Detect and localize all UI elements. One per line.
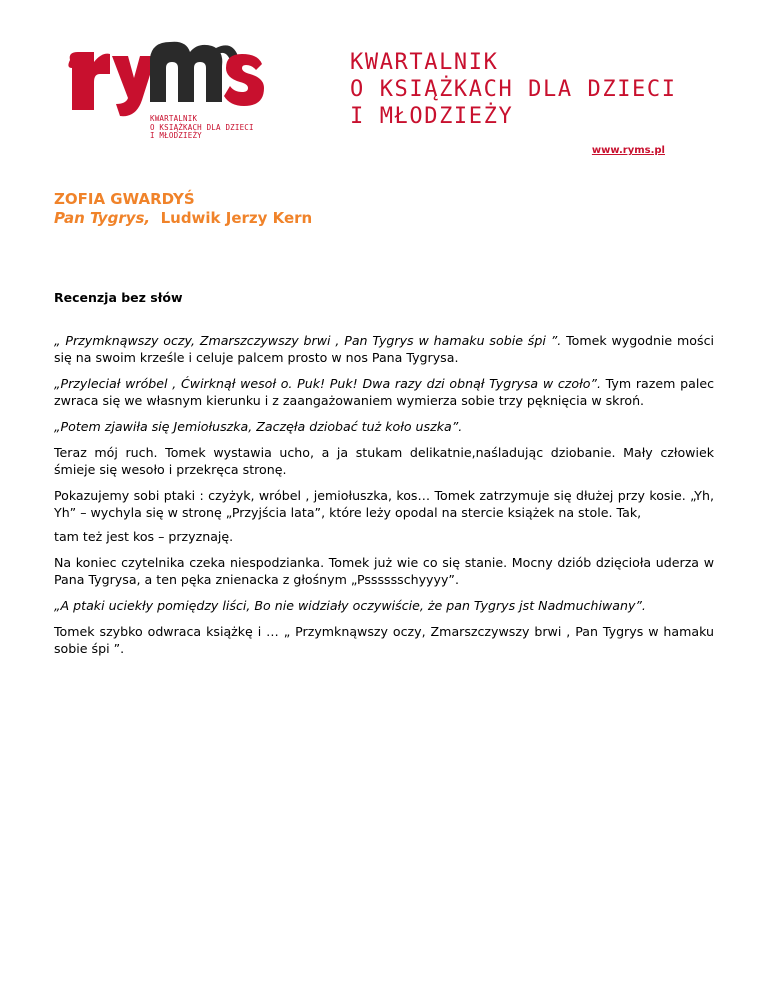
book-info bbox=[54, 209, 312, 227]
review-author: ZOFIA GWARDYŚ bbox=[54, 190, 195, 208]
paragraph: Pokazujemy sobi ptaki : czyżyk, wróbel , jemiołuszka, kos… Tomek zatrzymuje się dłużej przy kosie. „Yh, Yh” – wychyla się w stronę „Przyjścia lata”, które leży opodal na stercie książek na stole. Tak, bbox=[54, 488, 714, 520]
paragraph bbox=[54, 418, 714, 435]
review-heading: Recenzja bez słów bbox=[54, 290, 183, 305]
masthead-line: O KSIĄŻKACH DLA DZIECI bbox=[350, 77, 677, 102]
masthead-line: I MŁODZIEŻY bbox=[350, 104, 514, 129]
paragraph bbox=[54, 597, 714, 614]
paragraph-text: Tomek wygodnie mości się na swoim krześle i celuje palcem prosto w nos Pana Tygrysa. bbox=[54, 333, 714, 365]
site-link[interactable]: www.ryms.pl bbox=[591, 145, 665, 156]
paragraph: Na koniec czytelnika czeka niespodzianka. Tomek już wie co się stanie. Mocny dziób dzięcioła uderza w Pana Tygrysa, a ten pęka znienacka z głośnym „Psssssschyyyy”. bbox=[54, 555, 714, 587]
paragraph: Teraz mój ruch. Tomek wystawia ucho, a ja stukam delikatnie,naśladując dziobanie. Mały człowiek śmieje się wesoło i przekręca stronę. bbox=[54, 445, 714, 477]
logo-tagline-line: O KSIĄŻKACH DLA DZIECI bbox=[150, 122, 254, 132]
book-title: Pan Tygrys, bbox=[54, 209, 151, 227]
paragraph bbox=[54, 375, 714, 409]
quote: „Potem zjawiła się Jemiołuszka, Zaczęła dziobać tuż koło uszka”. bbox=[54, 419, 463, 434]
paragraph: tam też jest kos – przyznaję. bbox=[54, 529, 234, 544]
logo-tagline-line: I MŁODZIEŻY bbox=[150, 131, 202, 140]
logo-tagline-line: KWARTALNIK bbox=[150, 114, 198, 123]
quote: „Przyleciał wróbel , Ćwirknął wesoł o. Puk! Puk! Dwa razy dzi obnął Tygrysa w czoło”. bbox=[54, 376, 601, 391]
quote: „ Przymknąwszy oczy, Zmarszczywszy brwi , Pan Tygrys w hamaku sobie śpi ”. bbox=[54, 333, 562, 348]
paragraph-text: Tym razem palec zwraca się we własnym kierunku i z zaangażowaniem wymierza sobie trzy pęknięcia w skroń. bbox=[54, 376, 714, 408]
review-body bbox=[54, 332, 714, 666]
logo-tagline bbox=[150, 115, 254, 141]
paragraph bbox=[54, 332, 714, 366]
paragraph: Tomek szybko odwraca książkę i … „ Przymknąwszy oczy, Zmarszczywszy brwi , Pan Tygrys w hamaku sobie śpi ”. bbox=[54, 624, 714, 656]
quote: „A ptaki uciekły pomiędzy liści, Bo nie widziały oczywiście, że pan Tygrys jst Nadmuchiwany”. bbox=[54, 598, 646, 613]
book-author: Ludwik Jerzy Kern bbox=[160, 209, 313, 227]
masthead-line: KWARTALNIK bbox=[350, 50, 499, 75]
masthead bbox=[350, 49, 677, 130]
